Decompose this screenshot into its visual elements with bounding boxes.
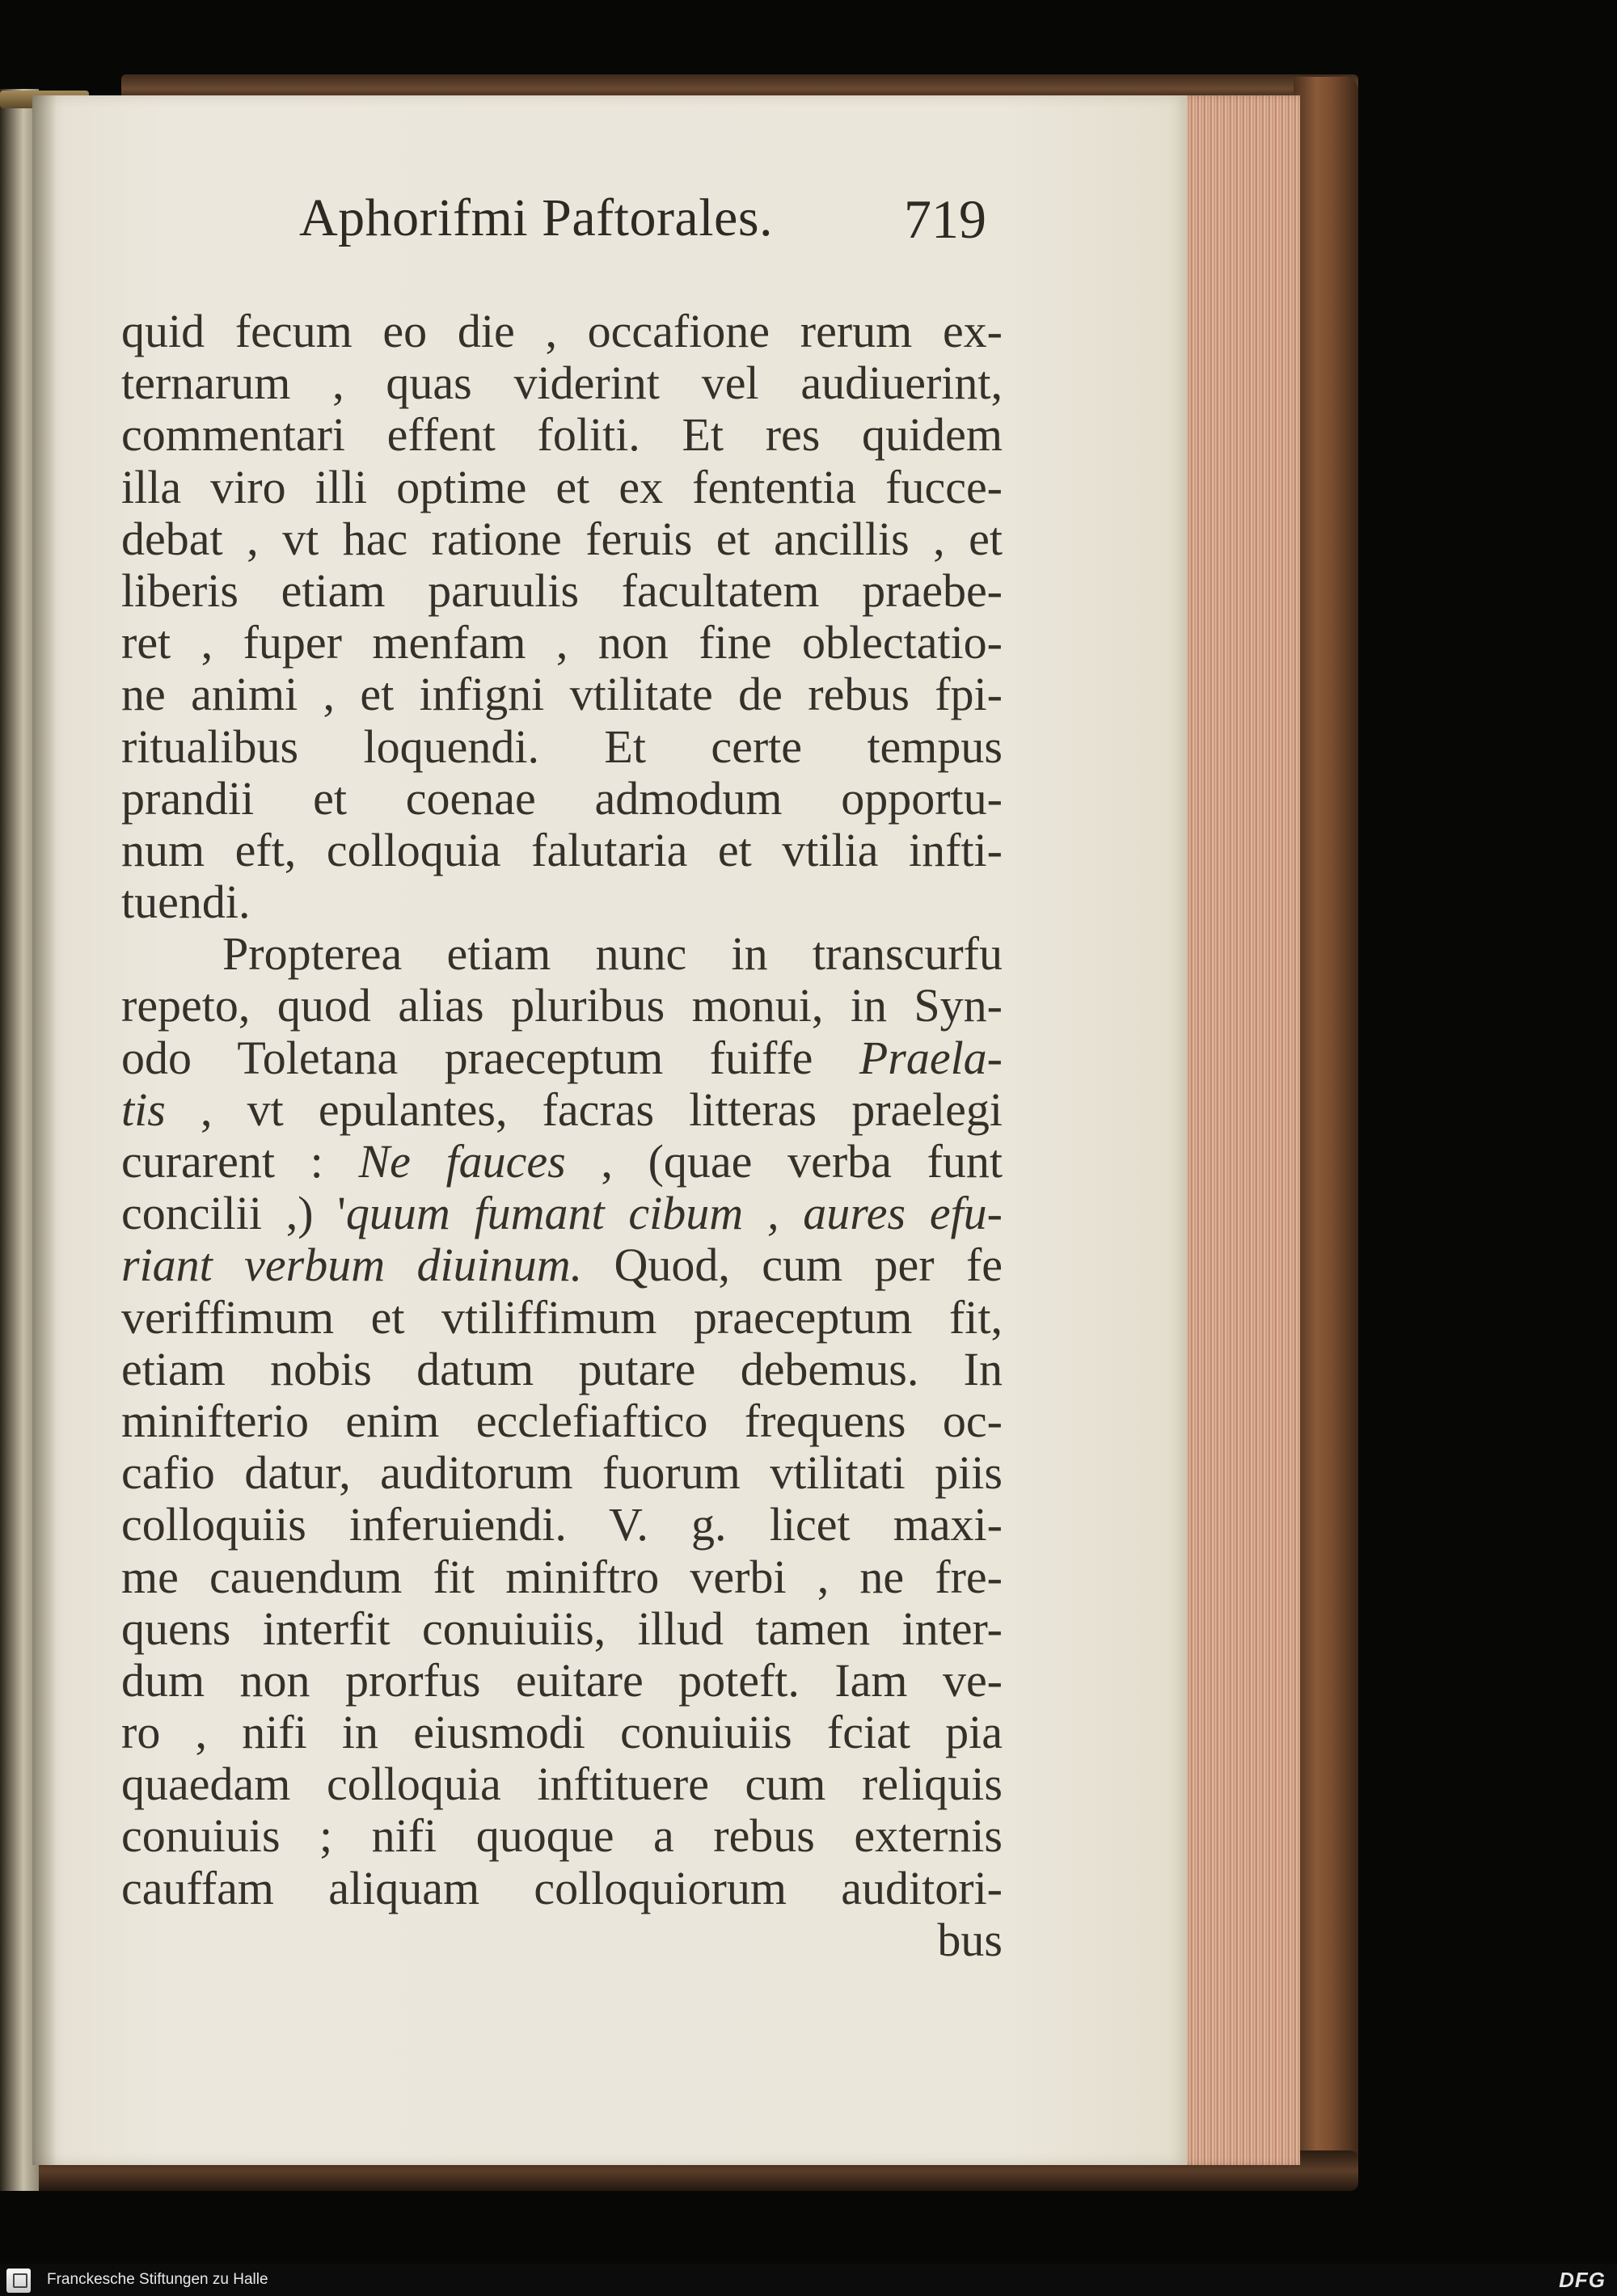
- text-line: illa viro illi optime et ex fententia fucce-: [121, 461, 1003, 513]
- text-line: [121, 1136, 1003, 1188]
- page-block-fore-edge: [1171, 95, 1300, 2165]
- text-italic: riant verbum diuinum.: [121, 1239, 583, 1292]
- text-line: repeto, quod alias pluribus monui, in Syn-: [121, 980, 1003, 1032]
- text-roman: odo Toletana praeceptum fuiffe: [121, 1032, 859, 1084]
- text-line: debat , vt hac ratione feruis et ancillis , et: [121, 513, 1003, 565]
- text-line: num eft, colloquia falutaria et vtilia infti-: [121, 824, 1003, 876]
- text-line: conuiuis ; nifi quoque a rebus externis: [121, 1810, 1003, 1863]
- text-roman: concilii ,) ': [121, 1188, 346, 1240]
- text-line: quid fecum eo die , occafione rerum ex-: [121, 306, 1003, 357]
- text-line: dum non prorfus euitare poteft. Iam ve-: [121, 1654, 1003, 1707]
- text-italic: Praela-: [859, 1032, 1003, 1084]
- text-line: ne animi , et infigni vtilitate de rebus fpi-: [121, 669, 1003, 721]
- text-line: commentari effent foliti. Et res quidem: [121, 409, 1003, 462]
- text-line: ternarum , quas viderint vel audiuerint,: [121, 357, 1003, 410]
- text-line: [121, 1239, 1003, 1291]
- text-line: liberis etiam paruulis facultatem praebe-: [121, 564, 1003, 617]
- text-line: quaedam colloquia inftituere cum reliquis: [121, 1758, 1003, 1811]
- text-roman: curarent :: [121, 1136, 359, 1188]
- body-text: [121, 306, 1003, 1966]
- running-title: Aphorifmi Paftorales.: [299, 188, 774, 247]
- footer-bar: [0, 2264, 1617, 2296]
- text-line: [121, 1032, 1003, 1084]
- text-italic: tis: [121, 1083, 166, 1136]
- text-line: [121, 1084, 1003, 1136]
- text-line: prandii et coenae admodum opportu-: [121, 772, 1003, 825]
- text-line: quens interfit conuiuiis, illud tamen inter-: [121, 1602, 1003, 1655]
- text-line: ro , nifi in eiusmodi conuiuiis fciat pia: [121, 1707, 1003, 1759]
- page-gutter-shadow: [32, 95, 57, 2165]
- institution-logo-icon: [6, 2269, 31, 2293]
- text-line: ritualibus loquendi. Et certe tempus: [121, 720, 1003, 773]
- paragraph-start-line: Propterea etiam nunc in transcurfu: [222, 928, 1003, 981]
- text-line: tuendi.: [121, 876, 251, 929]
- text-line: ret , fuper menfam , non fine oblectatio-: [121, 617, 1003, 669]
- text-line: cafio datur, auditorum fuorum vtilitati piis: [121, 1447, 1003, 1500]
- text-line: etiam nobis datum putare debemus. In: [121, 1343, 1003, 1395]
- text-line: me cauendum fit miniftro verbi , ne fre-: [121, 1551, 1003, 1603]
- page-number: 719: [904, 188, 986, 250]
- text-line: veriffimum et vtiliffimum praeceptum fit,: [121, 1291, 1003, 1344]
- text-roman: , (quae verba funt: [565, 1136, 1003, 1188]
- text-line: cauffam aliquam colloquiorum auditori-: [121, 1862, 1003, 1914]
- text-roman: Quod, cum per fe: [582, 1239, 1003, 1292]
- book-cover-right-edge: [1294, 77, 1358, 2187]
- text-italic: Ne fauces: [358, 1136, 566, 1188]
- dfg-logo: DFG: [1559, 2268, 1606, 2292]
- text-line: colloquiis inferuiendi. V. g. licet maxi-: [121, 1499, 1003, 1551]
- text-line: minifterio enim ecclefiaftico frequens oc-: [121, 1395, 1003, 1447]
- text-roman: , vt epulantes, facras litteras praelegi: [165, 1083, 1003, 1136]
- text-line: [121, 1188, 1003, 1239]
- institution-name: Franckesche Stiftungen zu Halle: [47, 2271, 268, 2288]
- text-italic: quum fumant cibum , aures efu-: [345, 1188, 1003, 1240]
- catchword: bus: [937, 1914, 1003, 1966]
